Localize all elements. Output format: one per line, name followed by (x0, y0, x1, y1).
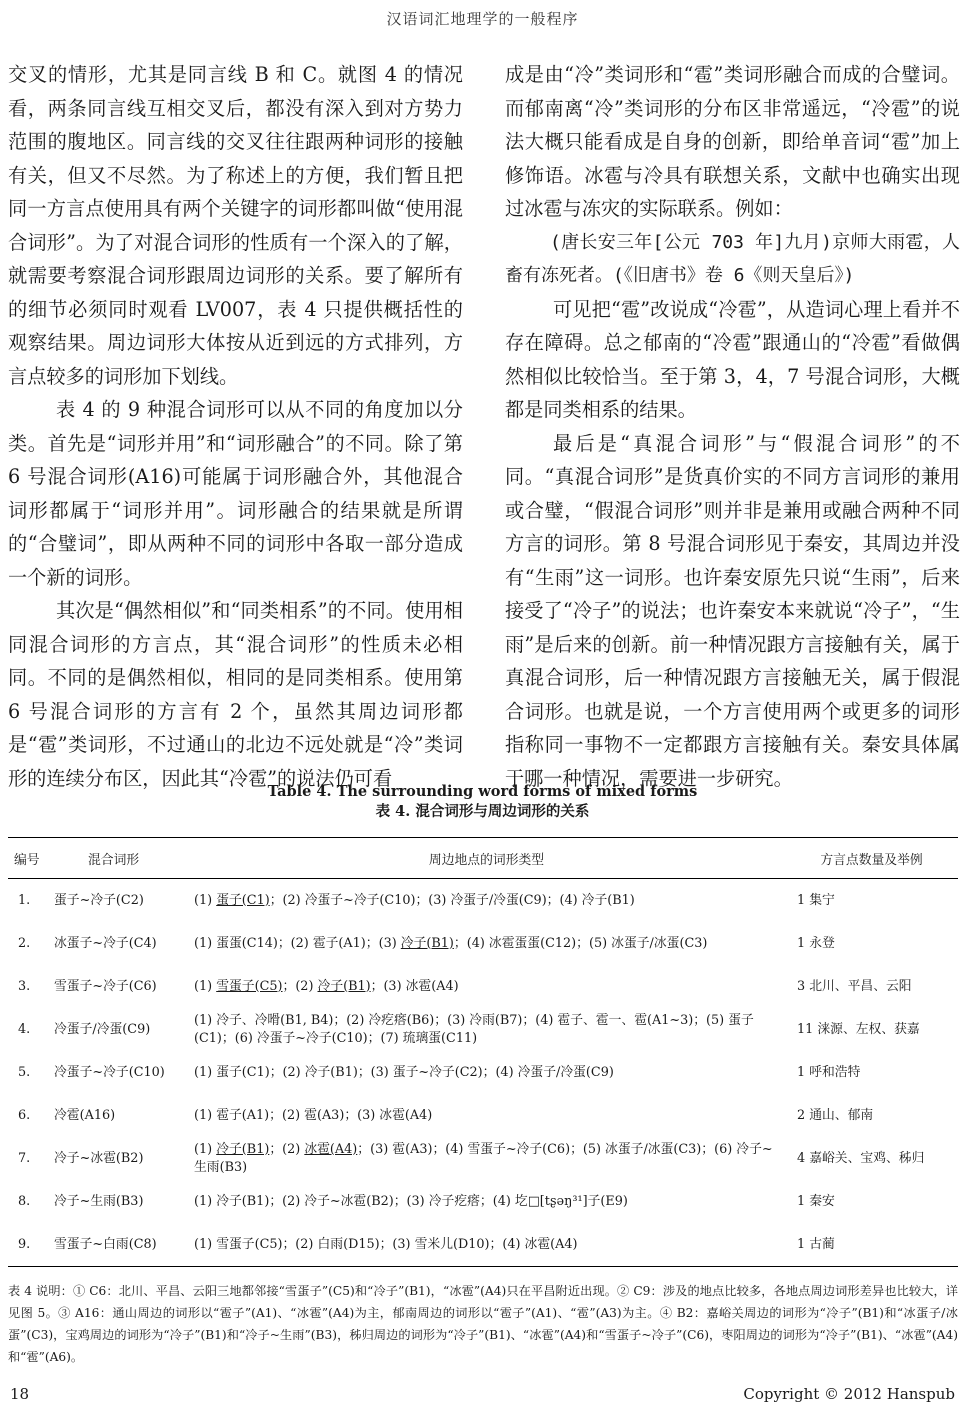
form-text: (1) 蛋子(C1)；(2) 冷子(B1)；(3) 蛋子~冷子(C2)；(4) 冷蛋子/冷蛋(C9) (194, 1064, 614, 1080)
paragraph: 最后是“真混合词形”与“假混合词形”的不同。“真混合词形”是货真价实的不同方言词形的兼用或合璧，“假混合词形”则并非是兼用或融合两种不同方言的词形。第 8 号混合词形见于秦安，其周边并没有“生雨”这一词形。也许秦安原先只说“生雨”，后来接受了“冷子”的说法；也许秦安本来就说“冷子”，“生雨”是后来的创新。前一种情况跟方言接触有关，属于真混合词形，后一种情况跟方言接触无关，属于假混合词形。也就是说，一个方言使用两个或更多的词形指称同一事物不一定都跟方言接触有关。秦安具体属于哪一种情况，需要进一步研究。 (505, 431, 960, 790)
row-number: 3. (18, 978, 31, 994)
mixed-form: 冰蛋子~冷子(C4) (54, 935, 157, 951)
mixed-form: 冷蛋子~冷子(C10) (54, 1064, 165, 1080)
row-number: 2. (18, 935, 31, 951)
header-count: 方言点数量及举例 (820, 852, 923, 868)
row-number: 1. (18, 892, 31, 908)
mixed-form: 冷子~生雨(B3) (54, 1193, 144, 1209)
underlined-form: 冷子(B1) (216, 1141, 270, 1157)
surrounding-forms (188, 1223, 785, 1267)
table-body (8, 879, 958, 1267)
table-row (8, 1094, 958, 1137)
surrounding-forms (188, 965, 785, 1008)
form-text: ；(3) 雹(A3)；(4) 雪蛋子~冷子(C6)；(5) 冰蛋子/冰蛋(C3)；(6) 冷子~生雨(B3) (194, 1141, 773, 1175)
form-text: (1) 冷子(B1)；(2) 冷子~冰雹(B2)；(3) 冷子疙瘩；(4) 圪□[tʂəŋ³¹]子(E9) (194, 1193, 628, 1209)
surrounding-forms (188, 879, 785, 923)
mixed-form: 冷蛋子/冷蛋(C9) (54, 1021, 151, 1037)
table-caption (0, 782, 965, 822)
surrounding-forms (188, 1008, 785, 1051)
mixed-form: 雪蛋子~冷子(C6) (54, 978, 157, 994)
running-header: 汉语词汇地理学的一般程序 (386, 10, 579, 28)
table-caption-zh: 表 4. 混合词形与周边词形的关系 (375, 803, 590, 820)
table-caption-en: Table 4. The surrounding word forms of mixed forms (267, 783, 698, 800)
form-text: ；(2) (282, 978, 318, 994)
form-text: ；(3) 冰雹(A4) (370, 978, 459, 994)
dialect-count: 1 永登 (797, 935, 835, 951)
form-text: (1) 雪蛋子(C5)；(2) 白雨(D15)；(3) 雪米儿(D10)；(4) 冰雹(A4) (194, 1236, 578, 1252)
table-row (8, 1137, 958, 1180)
table-note: 表 4 说明：① C6：北川、平昌、云阳三地都邻接“雪蛋子”(C5)和“冷子”(B1)，“冰雹”(A4)只在平昌附近出现。② C9：涉及的地点比较多，各地点周边词形差异也比较大，详见图 5。③ A16：通山周边的词形以“雹子”(A1)、“冰雹”(A4)为主，郁南周边的词形以“雹子”(A1)、“雹”(A3)为主。④ B2：嘉峪关周边的词形为“冷子”(B1)和“冰蛋子/冰蛋”(C3)，宝鸡周边的词形为“冷子”(B1)和“冷子~生雨”(B3)，秭归周边的词形为“冷子”(B1)、“冰雹”(A4)和“雪蛋子~冷子”(C6)，枣阳周边的词形为“冷子”(B1)、“冰雹”(A4)和“雹”(A6)。 (8, 1284, 958, 1364)
table-row (8, 922, 958, 965)
dialect-count: 2 通山、郁南 (797, 1107, 874, 1123)
surrounding-forms (188, 1137, 785, 1180)
surrounding-forms (188, 1051, 785, 1094)
table-row (8, 1008, 958, 1051)
mixed-form: 冷子~冰雹(B2) (54, 1150, 144, 1166)
block-quote: (唐长安三年[公元 703 年]九月)京师大雨雹，人畜有冻死者。(《旧唐书》卷 6《则天皇后》) (505, 231, 960, 286)
table-row (8, 1180, 958, 1223)
underlined-form: 冰雹(A4) (304, 1141, 358, 1157)
row-number: 5. (18, 1064, 31, 1080)
dialect-count: 1 呼和浩特 (797, 1064, 861, 1080)
header-surrounding-forms: 周边地点的词形类型 (428, 852, 545, 868)
dialect-count: 4 嘉峪关、宝鸡、秭归 (797, 1150, 925, 1166)
dialect-count: 3 北川、平昌、云阳 (797, 978, 912, 994)
mixed-form: 雪蛋子~白雨(C8) (54, 1236, 157, 1252)
form-text: (1) (194, 978, 217, 994)
copyright: Copyright © 2012 Hanspub (743, 1385, 955, 1403)
dialect-count: 11 涞源、左权、获嘉 (797, 1021, 920, 1037)
paragraph: 成是由“冷”类词形和“雹”类词形融合而成的合璧词。而郁南离“冷”类词形的分布区非常遥远，“冷雹”的说法大概只能看成是自身的创新，即给单音词“雹”加上修饰语。冰雹与冷具有联想关系，文献中也确实出现过冰雹与冻灾的实际联系。例如： (505, 63, 960, 220)
dialect-count: 1 古蔺 (797, 1236, 835, 1252)
row-number: 4. (18, 1021, 31, 1037)
table-row (8, 1223, 958, 1267)
form-text: ；(2) (269, 1141, 305, 1157)
surrounding-forms (188, 1094, 785, 1137)
form-text: (1) 蛋蛋(C14)；(2) 雹子(A1)；(3) (194, 935, 401, 951)
row-number: 9. (18, 1236, 31, 1252)
paragraph: 可见把“雹”改说成“冷雹”，从造词心理上看并不存在障碍。总之郁南的“冷雹”跟通山的“冷雹”看做偶然相似比较恰当。至于第 3，4，7 号混合词形，大概都是同类相系的结果。 (505, 297, 960, 421)
form-text: (1) (194, 892, 217, 908)
table-row (8, 879, 958, 923)
mixed-form: 蛋子~冷子(C2) (54, 892, 144, 908)
mixed-form: 冷雹(A16) (54, 1107, 116, 1123)
mixed-forms-table (8, 837, 958, 1267)
form-text: (1) (194, 1141, 217, 1157)
header-mixed-form: 混合词形 (88, 852, 140, 868)
underlined-form: 蛋子(C1) (216, 892, 270, 908)
underlined-form: 雪蛋子(C5) (216, 978, 283, 994)
row-number: 7. (18, 1150, 31, 1166)
form-text: (1) 冷子、冷嗗(B1, B4)；(2) 冷疙瘩(B6)；(3) 冷雨(B7)；(4) 雹子、雹一、雹(A1~3)；(5) 蛋子(C1)；(6) 冷蛋子~冷子(C10)；(7) 琉璃蛋(C11) (194, 1012, 754, 1046)
paragraph: 其次是“偶然相似”和“同类相系”的不同。使用相同混合词形的方言点，其“混合词形”的性质未必相同。不同的是偶然相似，相同的是同类相系。使用第 6 号混合词形的方言有 2 个，虽然其周边词形都是“雹”类词形，不过通山的北边不远处就是“冷”类词形的连续分布区，因此其“冷雹”的说法仍可看 (8, 599, 463, 790)
left-column (8, 58, 463, 795)
dialect-count: 1 秦安 (797, 1193, 835, 1209)
surrounding-forms (188, 1180, 785, 1223)
header-number: 编号 (14, 852, 40, 868)
paragraph: 交叉的情形，尤其是同言线 B 和 C。就图 4 的情况看，两条同言线互相交叉后，都没有深入到对方势力范围的腹地区。同言线的交叉往往跟两种词形的接触有关，但又不尽然。为了称述上的方便，我们暂且把同一方言点使用具有两个关键字的词形都叫做“使用混合词形”。为了对混合词形的性质有一个深入的了解，就需要考察混合词形跟周边词形的关系。要了解所有的细节必须同时观看 LV007，表 4 只提供概括性的观察结果。周边词形大体按从近到远的方式排列，方言点较多的词形加下划线。 (8, 63, 463, 388)
table-header-row (8, 838, 958, 879)
table-row (8, 965, 958, 1008)
form-text: ；(4) 冰雹蛋蛋(C12)；(5) 冰蛋子/冰蛋(C3) (453, 935, 708, 951)
underlined-form: 冷子(B1) (400, 935, 454, 951)
paragraph: 表 4 的 9 种混合词形可以从不同的角度加以分类。首先是“词形并用”和“词形融合”的不同。除了第 6 号混合词形(A16)可能属于词形融合外，其他混合词形都属于“词形并用”。词形融合的结果就是所谓的“合璧词”，即从两种不同的词形中各取一部分造成一个新的词形。 (8, 398, 463, 589)
dialect-count: 1 集宁 (797, 892, 835, 908)
form-text: (1) 雹子(A1)；(2) 雹(A3)；(3) 冰雹(A4) (194, 1107, 433, 1123)
underlined-form: 冷子(B1) (317, 978, 371, 994)
row-number: 6. (18, 1107, 31, 1123)
page-number: 18 (10, 1385, 30, 1403)
surrounding-forms (188, 922, 785, 965)
row-number: 8. (18, 1193, 31, 1209)
table-row (8, 1051, 958, 1094)
form-text: ；(2) 冷蛋子~冷子(C10)；(3) 冷蛋子/冷蛋(C9)；(4) 冷子(B1) (269, 892, 635, 908)
right-column (505, 58, 960, 795)
